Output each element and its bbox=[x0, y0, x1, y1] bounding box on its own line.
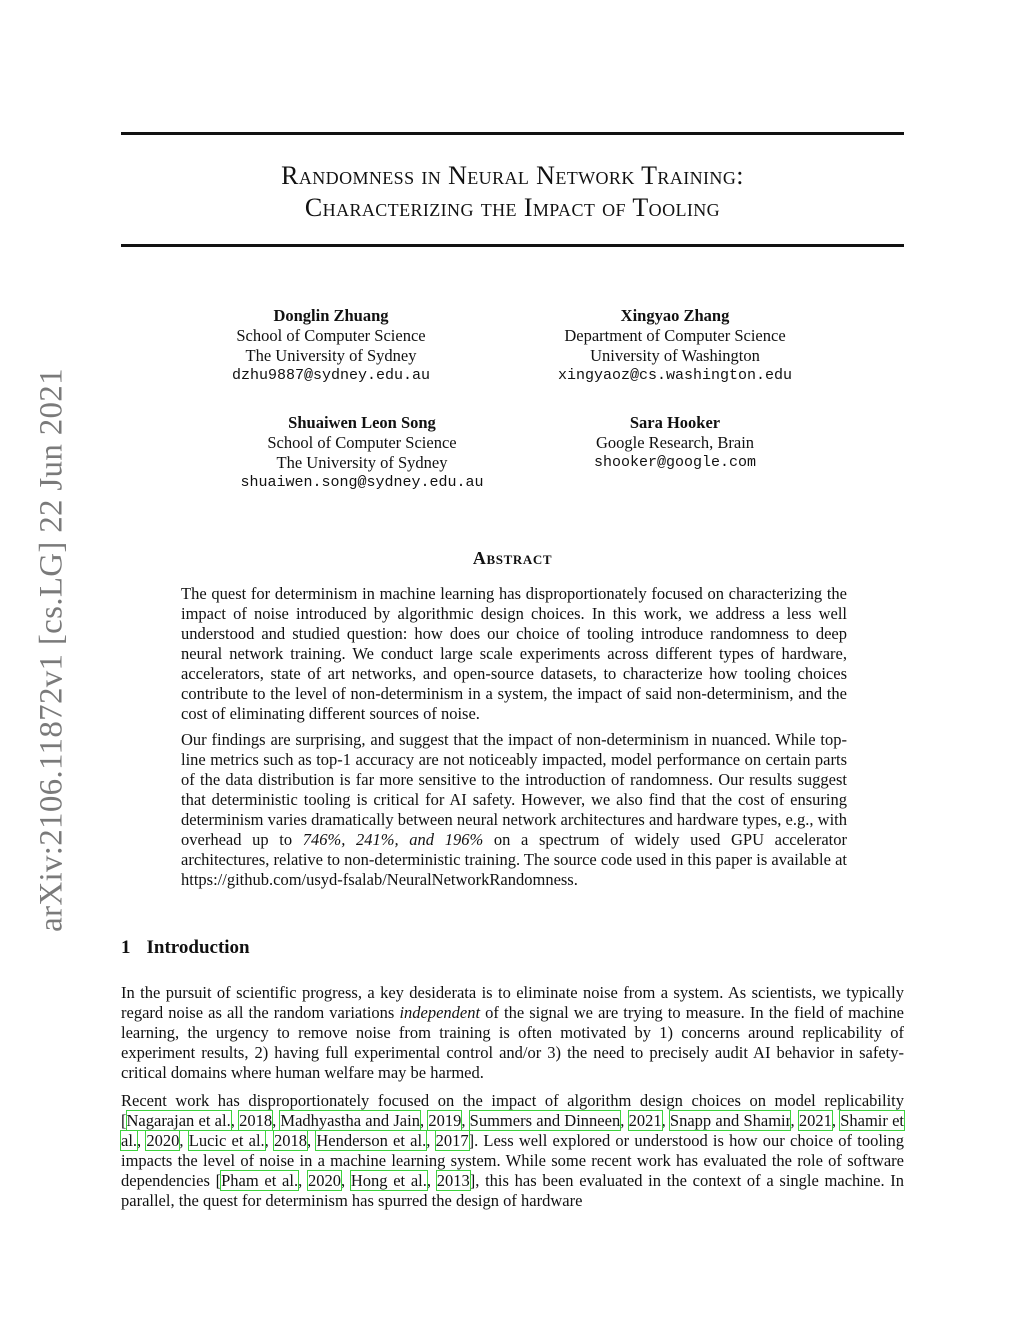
title-rule-top bbox=[121, 132, 904, 135]
section-number: 1 bbox=[121, 937, 131, 958]
author-institution: University of Washington bbox=[590, 346, 760, 365]
citation-link[interactable]: Summers and Dinneen bbox=[469, 1111, 621, 1130]
author-block bbox=[525, 306, 825, 386]
author-email[interactable]: xingyaoz@cs.washington.edu bbox=[557, 367, 793, 384]
abstract-body bbox=[181, 584, 847, 894]
citation-link[interactable]: 2017 bbox=[435, 1131, 469, 1150]
intro-emphasis: independent bbox=[399, 1003, 481, 1022]
section-heading bbox=[121, 937, 250, 959]
author-block bbox=[181, 306, 481, 386]
citation-link[interactable]: Lucic et al. bbox=[188, 1131, 265, 1150]
author-block bbox=[550, 413, 800, 473]
citation-link[interactable]: 2013 bbox=[436, 1171, 470, 1190]
title-line-2: Characterizing the Impact of Tooling bbox=[304, 193, 721, 222]
arxiv-sidebar-stamp: arXiv:2106.11872v1 [cs.LG] 22 Jun 2021 bbox=[33, 368, 70, 932]
citation-link[interactable]: 2021 bbox=[798, 1111, 832, 1130]
author-affiliation: School of Computer Science bbox=[236, 326, 426, 345]
citation-link[interactable]: 2020 bbox=[146, 1131, 180, 1150]
author-block bbox=[212, 413, 512, 493]
author-affiliation: Google Research, Brain bbox=[595, 433, 755, 452]
intro-paragraph bbox=[121, 983, 904, 1083]
author-name: Xingyao Zhang bbox=[620, 306, 730, 325]
citation-link[interactable]: Shamir et al. bbox=[121, 1111, 904, 1150]
citation-link[interactable]: 2019 bbox=[428, 1111, 462, 1130]
title-rule-bottom bbox=[121, 244, 904, 247]
intro-text: of the signal we are trying to measure. In the field of machine learning, the urgency to remove noise from training is often motivated by 1) concerns around replicability of experiment results, 2) having full experimental control and/or 3) the need to precisely audit AI behavior in safety-critical domains where human welfare may be harmed. bbox=[121, 1003, 905, 1082]
abstract-text: Our findings are surprising, and suggest that the impact of non-determinism in nuanced. While top-line metrics such as top-1 accuracy are not noticeably impacted, model performance on certain parts of the data distribution is far more sensitive to the introduction of randomness. Our results suggest that deterministic tooling is critical for AI safety. However, we also find that the cost of ensuring determinism varies dramatically between neural network architectures and hardware types, e.g., with overhead up to bbox=[181, 730, 847, 849]
citation-link[interactable]: Henderson et al. bbox=[316, 1131, 427, 1150]
citation-link[interactable]: 2018 bbox=[274, 1131, 308, 1150]
author-name: Shuaiwen Leon Song bbox=[288, 413, 436, 432]
author-name: Sara Hooker bbox=[629, 413, 721, 432]
citation-link[interactable]: 2018 bbox=[239, 1111, 273, 1130]
introduction-body bbox=[121, 983, 904, 1219]
abstract-paragraph bbox=[181, 730, 847, 890]
author-affiliation: Department of Computer Science bbox=[564, 326, 786, 345]
abstract-text: on a spectrum of widely used GPU accelerator architectures, relative to non-deterministic training. The source code used in this paper is available at https://github.com/usyd-fsalab/NeuralNetworkRandomness. bbox=[181, 830, 848, 889]
citation-link[interactable]: Hong et al. bbox=[350, 1171, 427, 1190]
citation-link[interactable]: Pham et al. bbox=[221, 1171, 299, 1190]
author-institution: The University of Sydney bbox=[276, 453, 448, 472]
section-title: Introduction bbox=[146, 937, 250, 958]
citation-link[interactable]: Nagarajan et al. bbox=[126, 1111, 231, 1130]
author-email[interactable]: shooker@google.com bbox=[593, 454, 757, 471]
citation-link[interactable]: 2020 bbox=[307, 1171, 341, 1190]
paper-title bbox=[121, 160, 904, 224]
intro-text: Recent work has disproportionately focused on the impact of algorithm design choices on model replicability bbox=[121, 1091, 904, 1110]
citation-link[interactable]: Madhyastha and Jain bbox=[280, 1111, 420, 1130]
intro-text: In the pursuit of scientific progress, a key desiderata is to eliminate noise from a system. As scientists, we typically regard noise as all the random variations bbox=[121, 983, 904, 1022]
abstract-emphasis: 746%, 241%, and 196% bbox=[302, 830, 484, 849]
title-line-1: Randomness in Neural Network Training: bbox=[281, 161, 744, 190]
intro-text: . Less well explored or understood is how our choice of tooling impacts the level of noise in a machine learning system. While some recent work has evaluated the role of software dependencies bbox=[121, 1131, 904, 1190]
author-name: Donglin Zhuang bbox=[273, 306, 389, 325]
author-email[interactable]: shuaiwen.song@sydney.edu.au bbox=[240, 474, 484, 491]
author-institution: The University of Sydney bbox=[245, 346, 417, 365]
citation-link[interactable]: 2021 bbox=[628, 1111, 662, 1130]
abstract-heading: Abstract bbox=[472, 548, 553, 568]
abstract-paragraph: The quest for determinism in machine learning has disproportionately focused on characterizing the impact of noise introduced by algorithmic design choices. In this work, we address a less well understood and studied question: how does our choice of tooling introduce randomness to deep neural network training. We conduct large scale experiments across different types of hardware, accelerators, state of art networks, and open-source datasets, to characterize how tooling choices contribute to the level of non-determinism in a system, the impact of said non-determinism, and the cost of eliminating different sources of noise. bbox=[181, 584, 847, 723]
intro-paragraph: Recent work has disproportionately focused on the impact of algorithm design choices on model replicability [Nagarajan et al., 2018, Madhyastha and Jain, 2019, Summers and Dinneen, 2021, Snapp and Shamir, 2021, Shamir et al., 2020, Lucic et al., 2018, Henderson et al., 2017]. Less well explored or understood is how our choice of tooling impacts the level of noise in a machine learning system. While some recent work has evaluated the role of software dependencies [Pham et al., 2020, Hong et al., 2013], this has been evaluated in the context of a single machine. In parallel, the quest for determinism has spurred the design of hardware bbox=[121, 1091, 905, 1210]
citation-link[interactable]: Snapp and Shamir bbox=[669, 1111, 791, 1130]
intro-text: , this has been evaluated in the context of a single machine. In parallel, the quest for determinism has spurred the design of hardware bbox=[121, 1171, 905, 1210]
author-affiliation: School of Computer Science bbox=[267, 433, 457, 452]
author-email[interactable]: dzhu9887@sydney.edu.au bbox=[231, 367, 431, 384]
